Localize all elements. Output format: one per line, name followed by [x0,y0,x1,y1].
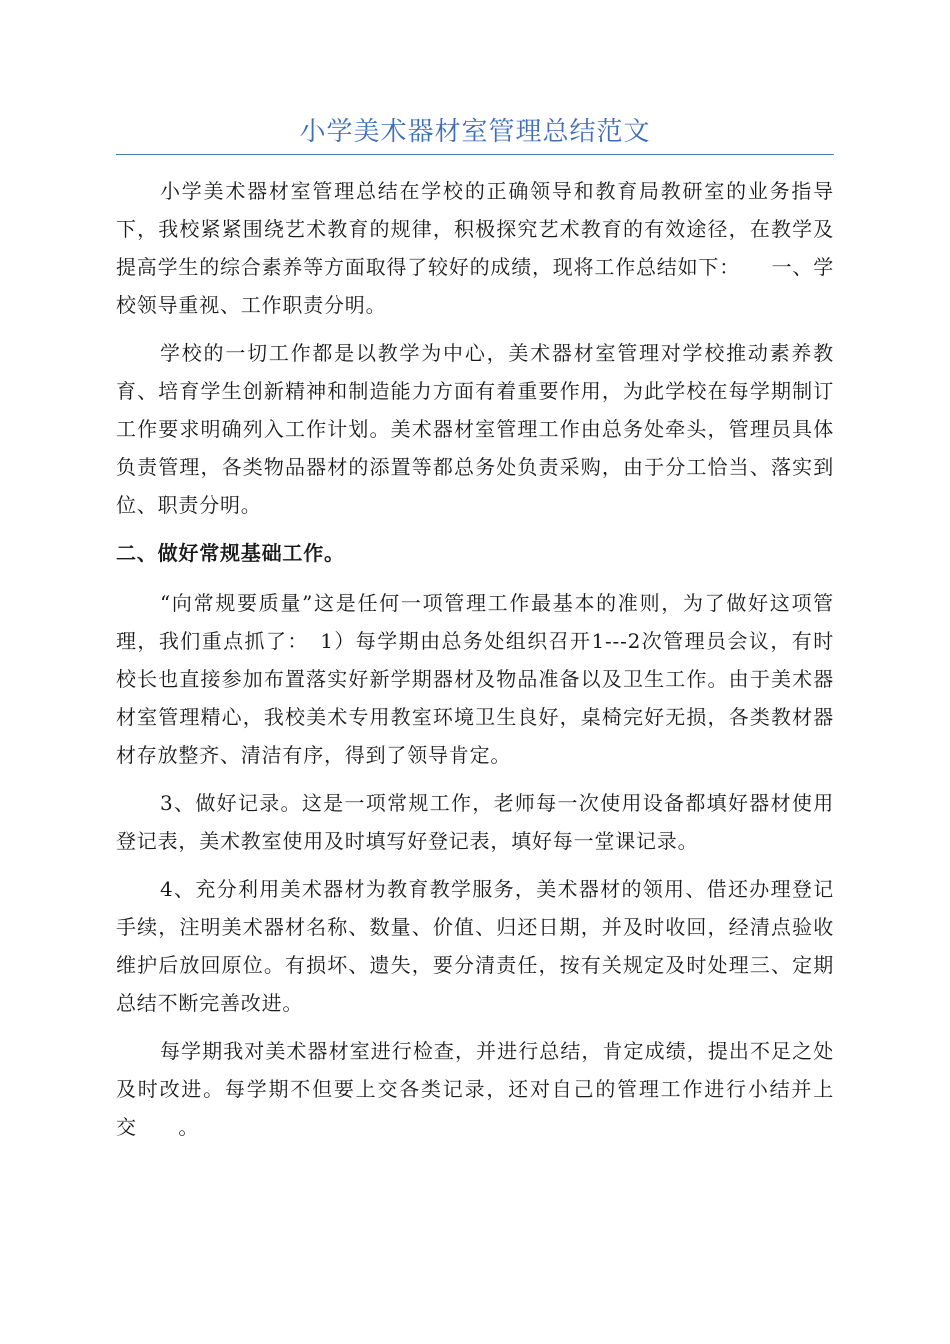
paragraph-routine: “向常规要质量”这是任何一项管理工作最基本的准则，为了做好这项管理，我们重点抓了： 1）每学期由总务处组织召开1---2次管理员会议，有时校长也直接参加布置落实好新学期器材及物品准备以及卫生工作。由于美术器材室管理精心，我校美术专用教室环境卫生良好，桌椅完好无损，各类教材器材存放整齐、清洁有序，得到了领导肯定。 [116,591,834,767]
paragraph-records: 3、做好记录。这是一项常规工作，老师每一次使用设备都填好器材使用登记表，美术教室使用及时填写好登记表，填好每一堂课记录。 [116,791,834,853]
title-underline [116,154,834,155]
paragraph-intro: 小学美术器材室管理总结在学校的正确领导和教育局教研室的业务指导下，我校紧紧围绕艺术教育的规律，积极探究艺术教育的有效途径，在教学及提高学生的综合素养等方面取得了较好的成绩，现将工作总结如下： 一、学校领导重视、工作职责分明。 [116,179,834,317]
section-heading-routine: 二、做好常规基础工作。 [116,541,345,565]
document-title: 小学美术器材室管理总结范文 [299,117,651,147]
document-body [116,172,834,1146]
paragraph-leadership: 学校的一切工作都是以教学为中心，美术器材室管理对学校推动素养教育、培育学生创新精神和制造能力方面有着重要作用，为此学校在每学期制订工作要求明确列入工作计划。美术器材室管理工作由总务处牵头，管理员具体负责管理，各类物品器材的添置等都总务处负责采购，由于分工恰当、落实到位、职责分明。 [116,341,834,517]
paragraph-summary: 每学期我对美术器材室进行检查，并进行总结，肯定成绩，提出不足之处及时改进。每学期不但要上交各类记录，还对自己的管理工作进行小结并上交 。 [116,1039,834,1139]
paragraph-usage: 4、充分利用美术器材为教育教学服务，美术器材的领用、借还办理登记手续，注明美术器材名称、数量、价值、归还日期，并及时收回，经清点验收维护后放回原位。有损坏、遗失，要分清责任，按有关规定及时处理三、定期总结不断完善改进。 [116,877,834,1015]
